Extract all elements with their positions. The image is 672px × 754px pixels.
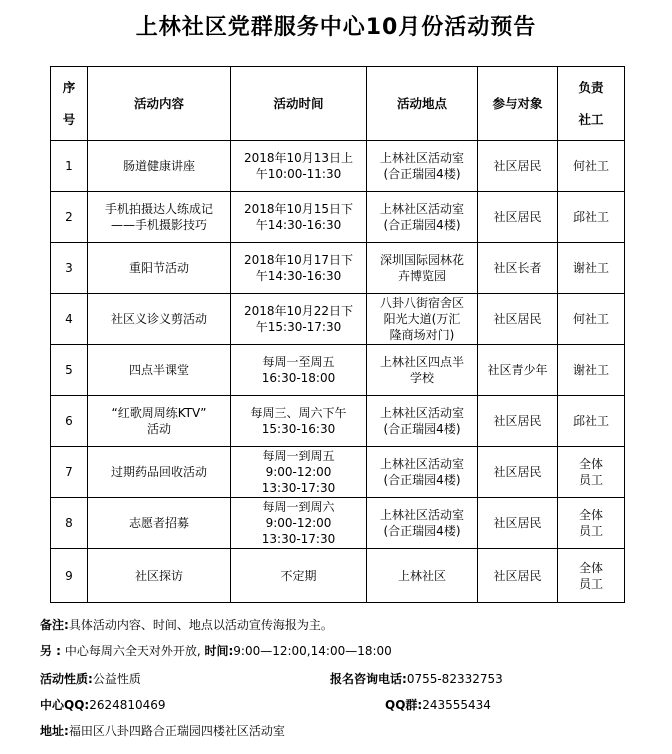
cell-location-line: 八卦八街宿舍区: [379, 296, 464, 310]
cell-content-line: 重阳节活动: [128, 261, 189, 275]
cell-content-line: 志愿者招募: [128, 516, 189, 530]
cell-staff-line: 员工: [578, 524, 603, 538]
cell-location: [367, 192, 478, 243]
other-text: 中心每周六全天对外开放,: [64, 644, 201, 658]
header-index: [51, 67, 88, 141]
header-content: 活动内容: [88, 67, 231, 141]
cell-audience: 社区居民: [478, 447, 558, 498]
cell-audience: 社区居民: [478, 294, 558, 345]
table-row: [51, 447, 625, 498]
cell-location-line: (合正瑞园4楼): [383, 167, 461, 181]
cell-content: [88, 549, 231, 603]
cell-content: [88, 396, 231, 447]
cell-location-line: 上林社区活动室: [379, 151, 464, 165]
activity-table: [50, 66, 625, 603]
header-index-line1: 序: [62, 79, 76, 95]
cell-location-line: (合正瑞园4楼): [383, 218, 461, 232]
table-row: [51, 498, 625, 549]
header-staff-line2: 社工: [578, 111, 604, 127]
cell-location-line: 卉博览园: [397, 269, 446, 283]
cell-time: [231, 345, 367, 396]
cell-time-line: 午14:30-16:30: [255, 218, 342, 232]
cell-time: [231, 447, 367, 498]
cell-staff-line: 邱社工: [572, 210, 609, 224]
table-header-row: [51, 67, 625, 141]
hours-text: 9:00—12:00,14:00—18:00: [233, 644, 392, 658]
cell-staff: [558, 345, 625, 396]
qqgroup-text: 243555434: [422, 698, 491, 712]
cell-location: [367, 447, 478, 498]
cell-staff-line: 何社工: [572, 312, 609, 326]
phone-label: 报名咨询电话:: [330, 672, 407, 686]
remark-line: [40, 616, 333, 633]
cell-location-line: (合正瑞园4楼): [383, 473, 461, 487]
cell-audience: 社区居民: [478, 549, 558, 603]
cell-staff: [558, 141, 625, 192]
cell-staff-line: 全体: [578, 560, 603, 575]
table-row: [51, 192, 625, 243]
cell-time-line: 2018年10月22日下: [243, 304, 354, 318]
header-audience: 参与对象: [478, 67, 558, 141]
cell-staff: [558, 447, 625, 498]
cell-location: [367, 549, 478, 603]
cell-time-line: 16:30-18:00: [261, 371, 336, 385]
cell-audience: 社区青少年: [478, 345, 558, 396]
cell-time-line: 13:30-17:30: [261, 532, 336, 546]
cell-staff: [558, 243, 625, 294]
cell-location-line: 阳光大道(万汇: [383, 312, 461, 326]
table-row: [51, 141, 625, 192]
cell-index: 9: [51, 549, 88, 603]
cell-time-line: 每周一至周五: [262, 355, 335, 369]
cell-staff-line: 员工: [578, 473, 603, 487]
cell-audience: 社区居民: [478, 396, 558, 447]
cell-time: [231, 141, 367, 192]
cell-time-line: 9:00-12:00: [265, 516, 332, 530]
cell-content-line: 社区探访: [134, 568, 183, 583]
cell-location: [367, 345, 478, 396]
cell-location-line: 上林社区活动室: [379, 508, 464, 522]
cell-time-line: 每周三、周六下午: [250, 406, 347, 420]
cell-location-line: 上林社区四点半: [379, 355, 464, 369]
cell-content: [88, 294, 231, 345]
cell-staff: [558, 549, 625, 603]
cell-content-line: 社区义诊义剪活动: [110, 312, 207, 326]
cell-time: [231, 549, 367, 603]
cell-staff-line: 全体: [578, 457, 603, 471]
cell-time-line: 每周一到周五: [262, 449, 335, 463]
cell-location-line: 上林社区活动室: [379, 457, 464, 471]
cell-audience: 社区居民: [478, 141, 558, 192]
header-staff-line1: 负责: [578, 79, 604, 95]
header-index-line2: 号: [62, 111, 76, 127]
cell-time-line: 2018年10月17日下: [243, 253, 354, 267]
cell-content-line: 活动: [146, 422, 171, 436]
cell-time: [231, 192, 367, 243]
cell-staff-line: 谢社工: [572, 363, 609, 377]
cell-index: 1: [51, 141, 88, 192]
cell-location-line: 上林社区活动室: [379, 406, 464, 420]
nature-line: [40, 670, 141, 687]
qqgroup-line: [385, 696, 491, 713]
cell-location: [367, 141, 478, 192]
cell-time-line: 2018年10月13日上: [243, 151, 354, 165]
cell-location: [367, 243, 478, 294]
cell-staff: [558, 396, 625, 447]
cell-time-line: 午15:30-17:30: [255, 320, 342, 334]
cell-time-line: 不定期: [280, 568, 317, 583]
cell-staff-line: 邱社工: [572, 414, 609, 428]
cell-location: [367, 294, 478, 345]
cell-index: 5: [51, 345, 88, 396]
cell-content: [88, 141, 231, 192]
cell-index: 7: [51, 447, 88, 498]
cell-time-line: 2018年10月15日下: [243, 202, 354, 216]
cell-location-line: (合正瑞园4楼): [383, 422, 461, 436]
opening-line: [40, 642, 392, 659]
cell-time: [231, 396, 367, 447]
cell-location: [367, 498, 478, 549]
other-label: 另 :: [40, 644, 61, 658]
cell-staff: [558, 294, 625, 345]
cell-content: [88, 345, 231, 396]
cell-content: [88, 192, 231, 243]
cell-location-line: 学校: [409, 371, 434, 385]
remark-text: 具体活动内容、时间、地点以活动宣传海报为主。: [68, 618, 333, 632]
cell-time: [231, 243, 367, 294]
cell-staff: [558, 498, 625, 549]
address-label: 地址:: [40, 724, 69, 738]
cell-content: [88, 447, 231, 498]
header-time: 活动时间: [231, 67, 367, 141]
nature-text: 公益性质: [92, 672, 141, 686]
address-text: 福田区八卦四路合正瑞园四楼社区活动室: [68, 724, 285, 738]
qq-line: [40, 696, 166, 713]
cell-location-line: 上林社区: [397, 568, 446, 583]
cell-content-line: ——手机摄影技巧: [110, 218, 207, 232]
cell-time-line: 13:30-17:30: [261, 481, 336, 495]
qq-label: 中心QQ:: [40, 698, 90, 712]
phone-line: [330, 670, 503, 687]
cell-time-line: 午10:00-11:30: [255, 167, 342, 181]
table-row: [51, 345, 625, 396]
table-row: [51, 294, 625, 345]
cell-location: [367, 396, 478, 447]
qqgroup-label: QQ群:: [385, 698, 423, 712]
cell-staff-line: 何社工: [572, 159, 609, 173]
cell-location-line: 上林社区活动室: [379, 202, 464, 216]
cell-staff: [558, 192, 625, 243]
cell-index: 8: [51, 498, 88, 549]
table-row: [51, 243, 625, 294]
table-row: [51, 396, 625, 447]
cell-time: [231, 294, 367, 345]
cell-index: 2: [51, 192, 88, 243]
cell-staff-line: 谢社工: [572, 261, 609, 275]
cell-time-line: 9:00-12:00: [265, 465, 332, 479]
cell-content-line: 四点半课堂: [128, 363, 189, 377]
cell-time-line: 15:30-16:30: [261, 422, 336, 436]
cell-location-line: (合正瑞园4楼): [383, 524, 461, 538]
nature-label: 活动性质:: [40, 672, 93, 686]
page-title: 上林社区党群服务中心10月份活动预告: [135, 15, 537, 40]
cell-index: 6: [51, 396, 88, 447]
cell-time-line: 每周一到周六: [262, 500, 335, 514]
cell-index: 3: [51, 243, 88, 294]
hours-label: 时间:: [204, 644, 234, 658]
address-line: [40, 722, 285, 739]
table-row: [51, 549, 625, 603]
cell-time: [231, 498, 367, 549]
cell-audience: 社区长者: [478, 243, 558, 294]
cell-content-line: 过期药品回收活动: [110, 465, 207, 479]
cell-content-line: 手机拍摄达人练成记: [104, 202, 213, 216]
cell-content: [88, 498, 231, 549]
remark-label: 备注:: [40, 618, 69, 632]
qq-text: 2624810469: [89, 698, 166, 712]
header-staff: [558, 67, 625, 141]
cell-audience: 社区居民: [478, 192, 558, 243]
cell-staff-line: 员工: [578, 576, 603, 591]
cell-content-line: “红歌周周练KTV”: [111, 406, 207, 420]
cell-location-line: 深圳国际园林花: [379, 253, 464, 267]
cell-content-line: 肠道健康讲座: [122, 159, 195, 173]
cell-location-line: 隆商场对门): [389, 328, 455, 342]
phone-text: 0755-82332753: [406, 672, 503, 686]
cell-time-line: 午14:30-16:30: [255, 269, 342, 283]
cell-staff-line: 全体: [578, 508, 603, 522]
cell-content: [88, 243, 231, 294]
cell-audience: 社区居民: [478, 498, 558, 549]
header-location: 活动地点: [367, 67, 478, 141]
cell-index: 4: [51, 294, 88, 345]
